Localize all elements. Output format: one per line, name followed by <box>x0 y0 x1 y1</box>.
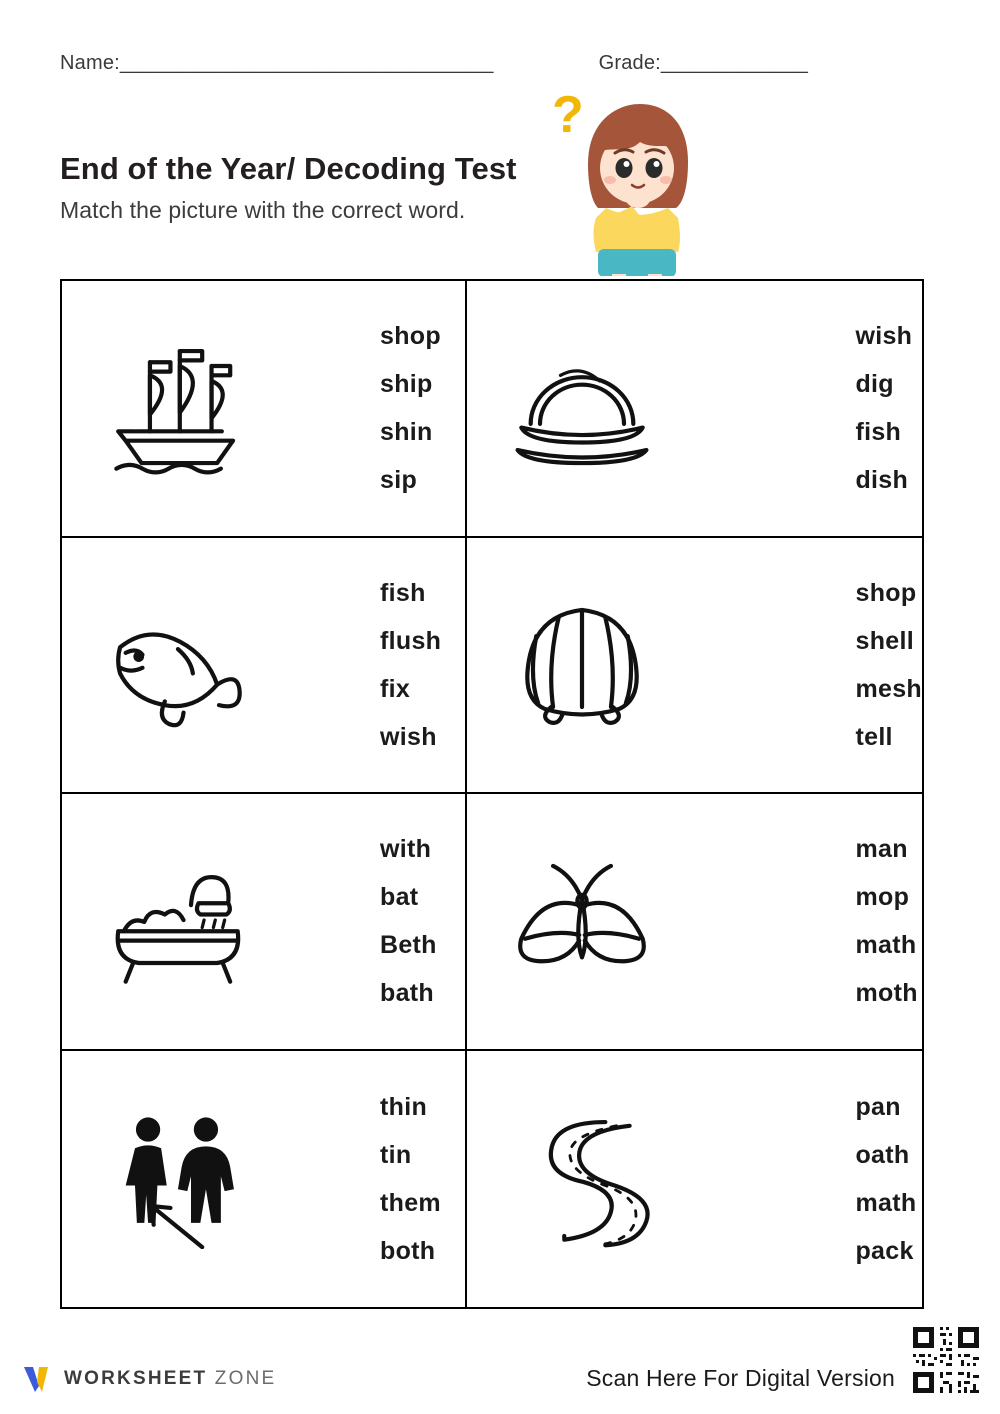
worksheet-item <box>62 538 467 795</box>
word-option[interactable]: sip <box>380 466 418 495</box>
word-option[interactable]: shop <box>380 322 441 351</box>
word-option[interactable]: mop <box>855 883 910 912</box>
logo-v-icon <box>22 1364 54 1394</box>
word-option[interactable]: shin <box>380 418 433 447</box>
worksheet-item <box>467 794 922 1051</box>
student-info-bar <box>60 52 940 75</box>
worksheet-item <box>467 538 922 795</box>
word-option[interactable]: thin <box>380 1092 428 1121</box>
word-choices <box>675 1083 922 1275</box>
fish-icon <box>62 538 270 793</box>
word-option[interactable]: fix <box>380 674 411 703</box>
word-option[interactable]: pan <box>855 1092 901 1121</box>
question-mark-icon <box>552 86 584 144</box>
page-title: End of the Year/ Decoding Test <box>60 151 517 186</box>
word-option[interactable]: both <box>380 1236 436 1265</box>
word-option[interactable]: mesh <box>855 674 922 703</box>
word-option[interactable]: shop <box>855 578 917 607</box>
word-option[interactable]: math <box>855 931 917 960</box>
name-field-label[interactable]: Name:_________________________________ <box>60 52 494 74</box>
word-option[interactable]: ship <box>380 370 433 399</box>
word-option[interactable]: tin <box>380 1140 412 1169</box>
worksheet-item <box>467 281 922 538</box>
word-choices <box>270 312 465 504</box>
bathtub-shower-icon <box>62 794 270 1049</box>
worksheet-grid <box>60 279 924 1309</box>
word-option[interactable]: flush <box>380 626 442 655</box>
moth-icon <box>467 794 675 1049</box>
word-choices <box>270 569 465 761</box>
word-option[interactable]: fish <box>380 578 426 607</box>
worksheet-item <box>467 1051 922 1308</box>
word-option[interactable]: bat <box>380 883 419 912</box>
svg-text:?: ? <box>552 86 584 144</box>
word-option[interactable]: with <box>380 835 432 864</box>
word-choices <box>675 825 922 1017</box>
sea-shell-icon <box>467 538 675 793</box>
word-choices <box>270 825 465 1017</box>
word-option[interactable]: oath <box>855 1140 910 1169</box>
thinking-girl-mascot-icon <box>536 86 716 276</box>
word-option[interactable]: pack <box>855 1236 914 1265</box>
word-option[interactable]: wish <box>855 322 913 351</box>
qr-code[interactable] <box>910 1324 982 1396</box>
worksheet-item <box>62 281 467 538</box>
logo-text-primary: WORKSHEET <box>64 1368 208 1389</box>
two-people-arrow-icon <box>62 1051 270 1308</box>
word-option[interactable]: math <box>855 1188 917 1217</box>
word-option[interactable]: moth <box>855 979 918 1008</box>
word-option[interactable]: bath <box>380 979 434 1008</box>
word-choices <box>270 1083 465 1275</box>
worksheet-zone-logo[interactable] <box>22 1362 276 1396</box>
word-option[interactable]: tell <box>855 722 893 751</box>
scan-instruction-text: Scan Here For Digital Version <box>586 1365 895 1391</box>
logo-text <box>64 1368 276 1390</box>
grade-field-label[interactable]: Grade:_____________ <box>598 52 809 74</box>
logo-text-secondary: ZONE <box>207 1368 277 1389</box>
word-option[interactable]: man <box>855 835 908 864</box>
word-choices <box>675 569 922 761</box>
word-option[interactable]: shell <box>855 626 914 655</box>
word-option[interactable]: fish <box>855 418 902 447</box>
word-choices <box>675 312 922 504</box>
word-option[interactable]: dig <box>855 370 894 399</box>
worksheet-item <box>62 794 467 1051</box>
sailing-ship-icon <box>62 281 270 536</box>
winding-path-icon <box>467 1051 675 1308</box>
word-option[interactable]: them <box>380 1188 441 1217</box>
word-option[interactable]: Beth <box>380 931 437 960</box>
worksheet-item <box>62 1051 467 1308</box>
bowl-dish-icon <box>467 281 675 536</box>
page-subtitle: Match the picture with the correct word. <box>60 196 466 223</box>
word-option[interactable]: dish <box>855 466 909 495</box>
word-option[interactable]: wish <box>380 722 437 751</box>
